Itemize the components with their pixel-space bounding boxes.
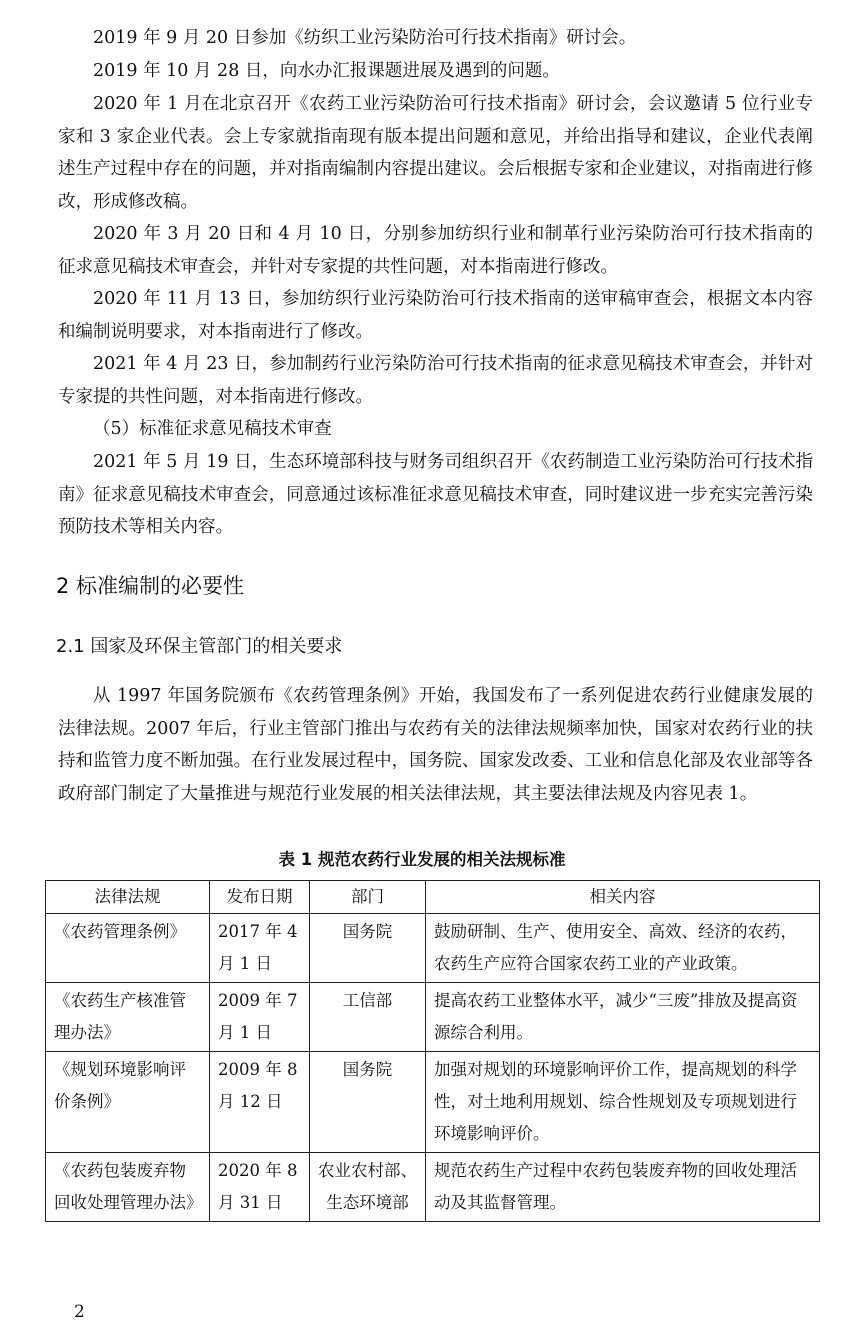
paragraph-2021-05-19: 2021 年 5 月 19 日，生态环境部科技与财务司组织召开《农药制造工业污染防治可行技术指南》征求意见稿技术审查会，同意通过该标准征求意见稿技术审查，同时建议进一步充实完善污染预防技术等相关内容。 bbox=[58, 452, 813, 537]
page-number: 2 bbox=[74, 1302, 85, 1322]
paragraph-2020-01: 2020 年 1 月在北京召开《农药工业污染防治可行技术指南》研讨会，会议邀请 5 位行业专家和 3 家企业代表。会上专家就指南现有版本提出问题和意见，并给出指导和建议，企业代表阐述生产过程中存在的问题，并对指南编制内容提出建议。会后根据专家和企业建议，对指南进行修改，形成修改稿。 bbox=[58, 94, 813, 212]
cell-date: 2017 年 4 月 1 日 bbox=[210, 914, 310, 983]
paragraph-2020-03-20: 2020 年 3 月 20 日和 4 月 10 日，分别参加纺织行业和制革行业污染防治可行技术指南的征求意见稿技术审查会，并针对专家提的共性问题，对本指南进行修改。 bbox=[58, 224, 813, 277]
cell-regulation: 《农药管理条例》 bbox=[46, 914, 210, 983]
table-row bbox=[46, 914, 820, 983]
table-row bbox=[46, 1052, 820, 1153]
header-regulation: 法律法规 bbox=[46, 881, 210, 914]
section-heading: 2 标准编制的必要性 bbox=[56, 574, 245, 598]
table-row bbox=[46, 1153, 820, 1222]
cell-content: 提高农药工业整体水平，减少“三废”排放及提高资源综合利用。 bbox=[426, 983, 820, 1052]
cell-department: 国务院 bbox=[310, 914, 426, 983]
paragraph-2019-10-28: 2019 年 10 月 28 日，向水办汇报课题进展及遇到的问题。 bbox=[93, 61, 560, 81]
header-content: 相关内容 bbox=[426, 881, 820, 914]
section-intro-paragraph: 从 1997 年国务院颁布《农药管理条例》开始，我国发布了一系列促进农药行业健康发展的法律法规。2007 年后，行业主管部门推出与农药有关的法律法规频率加快，国家对农药行业的扶持和监管力度不断加强。在行业发展过程中，国务院、国家发改委、工业和信息化部及农业部等各政府部门制定了大量推进与规范行业发展的相关法律法规，其主要法律法规及内容见表 1。 bbox=[58, 686, 813, 804]
table-caption: 表 1 规范农药行业发展的相关法规标准 bbox=[278, 850, 566, 869]
table-header-row bbox=[46, 881, 820, 914]
cell-regulation: 《农药生产核准管理办法》 bbox=[46, 983, 210, 1052]
cell-date: 2020 年 8 月 31 日 bbox=[210, 1153, 310, 1222]
cell-content: 加强对规划的环境影响评价工作，提高规划的科学性，对土地利用规划、综合性规划及专项规划进行环境影响评价。 bbox=[426, 1052, 820, 1153]
paragraph-2021-04-23: 2021 年 4 月 23 日，参加制药行业污染防治可行技术指南的征求意见稿技术审查会，并针对专家提的共性问题，对本指南进行修改。 bbox=[58, 354, 813, 407]
header-date: 发布日期 bbox=[210, 881, 310, 914]
subitem-heading-technical-review: （5）标准征求意见稿技术审查 bbox=[93, 419, 332, 439]
table-row bbox=[46, 983, 820, 1052]
subsection-heading: 2.1 国家及环保主管部门的相关要求 bbox=[56, 636, 343, 657]
header-department: 部门 bbox=[310, 881, 426, 914]
cell-date: 2009 年 8 月 12 日 bbox=[210, 1052, 310, 1153]
cell-department: 农业农村部、生态环境部 bbox=[310, 1153, 426, 1222]
cell-department: 国务院 bbox=[310, 1052, 426, 1153]
cell-department: 工信部 bbox=[310, 983, 426, 1052]
cell-date: 2009 年 7 月 1 日 bbox=[210, 983, 310, 1052]
paragraph-2019-09-20: 2019 年 9 月 20 日参加《纺织工业污染防治可行技术指南》研讨会。 bbox=[93, 28, 637, 48]
regulations-table bbox=[45, 880, 820, 1222]
cell-content: 规范农药生产过程中农药包装废弃物的回收处理活动及其监督管理。 bbox=[426, 1153, 820, 1222]
cell-regulation: 《农药包装废弃物回收处理管理办法》 bbox=[46, 1153, 210, 1222]
cell-content: 鼓励研制、生产、使用安全、高效、经济的农药，农药生产应符合国家农药工业的产业政策。 bbox=[426, 914, 820, 983]
cell-regulation: 《规划环境影响评价条例》 bbox=[46, 1052, 210, 1153]
paragraph-2020-11-13: 2020 年 11 月 13 日，参加纺织行业污染防治可行技术指南的送审稿审查会，根据文本内容和编制说明要求，对本指南进行了修改。 bbox=[58, 289, 813, 342]
